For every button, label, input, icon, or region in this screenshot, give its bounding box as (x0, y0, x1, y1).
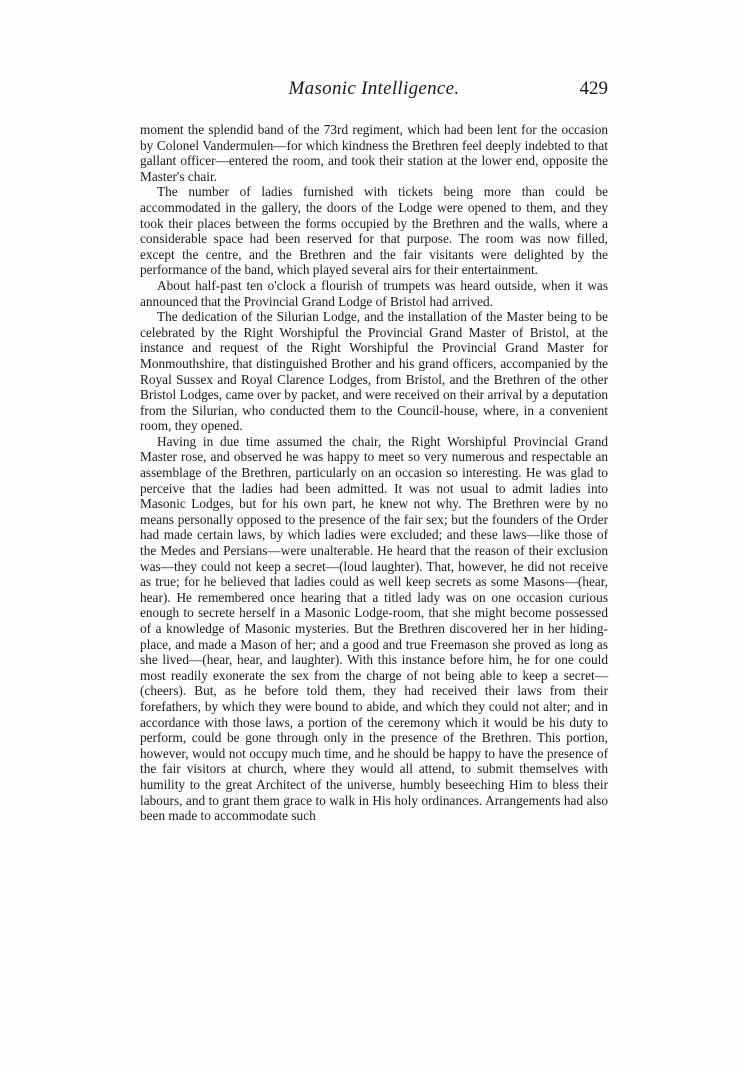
paragraph-grand-master-speech: Having in due time assumed the chair, the Right Worshipful Provincial Grand Master rose, and observed he was happy to meet so very numerous and respectable an assemblage of the Brethren, particularly on an occasion so interesting. He was glad to perceive that the ladies had been admitted. It was not usual to admit ladies into Masonic Lodges, but for his own part, he knew not why. The Brethren were by no means personally opposed to the presence of the fair sex; but the founders of the Order had made certain laws, by which ladies were excluded; and these laws—like those of the Medes and Persians—were unalterable. He heard that the reason of their exclusion was—they could not keep a secret—(loud laughter). That, however, he did not receive as true; for he believed that ladies could as well keep secrets as some Masons—(hear, hear). He remembered once hearing that a titled lady was on one occasion curious enough to secrete herself in a Masonic Lodge-room, that she might become possessed of a knowledge of Masonic mysteries. But the Brethren discovered her in her hiding-place, and made a Mason of her; and a good and true Freemason she proved as long as she lived—(hear, hear, and laughter). With this instance before him, he for one could most readily exonerate the sex from the charge of not being able to keep a secret—(cheers). But, as he before told them, they had received their laws from their forefathers, by which they were bound to abide, and which they could not alter; and in accordance with those laws, a portion of the ceremony which it would be his duty to perform, could be gone through only in the presence of the Brethren. This portion, however, would not occupy much time, and he should be happy to have the presence of the fair visitors at church, where they would all attend, to submit themselves with humility to the great Architect of the universe, humbly beseeching Him to bless their labours, and to grant them grace to walk in His holy ordinances. Arrangements had also been made to accommodate such (140, 433, 608, 824)
paragraph-trumpets: About half-past ten o'clock a flourish of trumpets was heard outside, when it was announced that the Provincial Grand Lodge of Bristol had arrived. (140, 277, 608, 309)
running-title: Masonic Intelligence. (288, 78, 460, 99)
page-header (140, 78, 608, 108)
paragraph-continued: moment the splendid band of the 73rd regiment, which had been lent for the occasion by Colonel Vandermulen—for which kindness the Brethren feel deeply indebted to that gallant officer—entered the room, and took their station at the lower end, opposite the Master's chair. (140, 122, 608, 184)
body-text (140, 122, 608, 824)
paragraph-dedication: The dedication of the Silurian Lodge, and the installation of the Master being to be celebrated by the Right Worshipful the Provincial Grand Master of Bristol, at the instance and request of the Right Worshipful the Provincial Grand Master for Monmouthshire, that distinguished Brother and his grand officers, accompanied by the Royal Sussex and Royal Clarence Lodges, from Bristol, and the Brethren of the other Bristol Lodges, came over by packet, and were received on their arrival by a deputation from the Silurian, who conducted them to the Council-house, where, in a convenient room, they opened. (140, 309, 608, 434)
page-number: 429 (579, 78, 608, 99)
paragraph-ladies-gallery: The number of ladies furnished with tickets being more than could be accommodated in the gallery, the doors of the Lodge were opened to them, and they took their places between the forms occupied by the Brethren and the walls, where a considerable space had been reserved for that purpose. The room was now filled, except the centre, and the Brethren and the fair visitants were delighted by the performance of the band, which played several airs for their entertainment. (140, 184, 608, 278)
